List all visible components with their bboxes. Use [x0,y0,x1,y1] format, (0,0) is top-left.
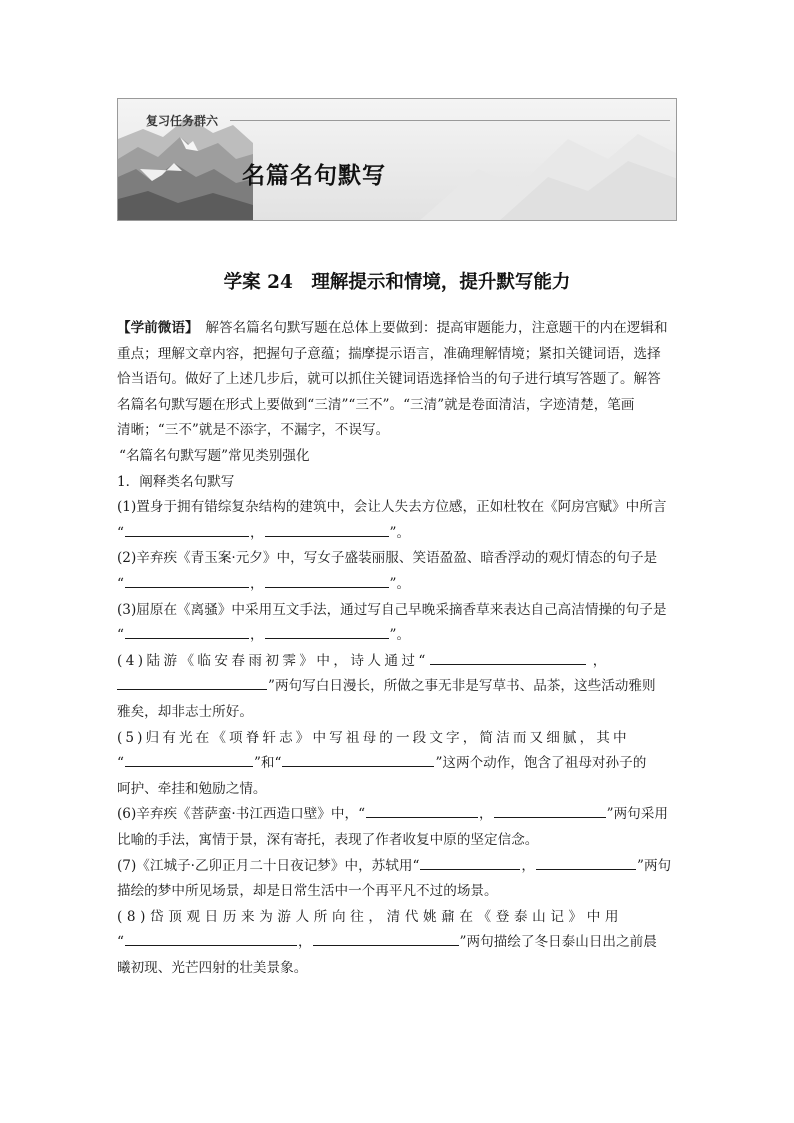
intro-line-2: 重点；理解文章内容，把握句子意蕴；揣摩提示语言，准确理解情境；紧扣关键词语，选择 [117,345,661,362]
answer-blank[interactable] [430,650,586,665]
question-5-line-3: 呵护、牵挂和勉励之情。 [117,780,267,797]
question-4-line-3: 雅矣，却非志士所好。 [117,704,253,720]
question-4-line-2: ”两句写白日漫长，所做之事无非是写草书、品茶，这些活动雅则 [117,674,677,698]
question-5-line-2: “ ”和“ ”这两个动作，饱含了祖母对孙子的 [117,751,677,775]
intro-line-3: 恰当语句。做好了上述几步后，就可以抓住关键词语选择恰当的句子进行填写答题了。解答 [117,371,661,388]
lesson-title: 学案 24 理解提示和情境，提升默写能力 [223,272,571,293]
intro-tag: 【学前微语】 [117,320,192,336]
answer-blank[interactable] [265,624,389,639]
question-1-line-1: (1)置身于拥有错综复杂结构的建筑中，会让人失去方位感，正如杜牧在《阿房宫赋》中所言 [117,499,667,516]
answer-blank[interactable] [265,573,389,588]
answer-blank[interactable] [125,624,249,639]
question-8-line-1: (8)岱顶观日历来为游人所向往，清代姚鼐在《登泰山记》中用 [117,908,624,925]
question-1-line-2: “ ， ”。 [117,521,677,545]
intro-line-1 [117,316,677,340]
question-8-line-3: 曦初现、光芒四射的壮美景象。 [117,960,308,976]
section-heading: 1．阐释类名句默写 [117,473,235,490]
answer-blank[interactable] [125,752,253,767]
subheading [117,444,677,468]
question-3-line-2: “ ， ”。 [117,623,677,647]
intro-line-4: 名篇名句默写题在形式上要做到“三清”“三不”。“三清”就是卷面清洁，字迹清楚，笔画 [117,396,635,413]
intro-line-5: 清晰；“三不”就是不添字，不漏字，不误写。 [117,422,390,439]
intro-text: 解答名篇名句默写题在总体上要做到：提高审题能力，注意题干的内在逻辑和 [191,320,668,336]
answer-blank[interactable] [265,522,389,537]
question-3-line-1: (3)屈原在《离骚》中采用互文手法，通过写自己早晚采摘香草来表达自己高洁情操的句子是 [117,601,667,618]
question-6-line-1: (6)辛弃疾《菩萨蛮·书江西造口壁》中，“ ， ”两句采用 [117,802,677,826]
banner-title: 名篇名句默写 [242,163,386,189]
answer-blank[interactable] [125,931,297,946]
answer-blank[interactable] [117,675,267,690]
question-8-line-2: “ ， ”两句描绘了冬日泰山日出之前晨 [117,930,677,954]
answer-blank[interactable] [536,855,636,870]
question-2-line-2: “ ， ”。 [117,572,677,596]
chapter-banner [117,98,677,221]
answer-blank[interactable] [420,855,520,870]
question-7-line-2: 描绘的梦中所见场景，却是日常生活中一个再平凡不过的场景。 [117,883,498,900]
subheading-text: “名篇名句默写题”常见类别强化 [119,448,310,464]
question-7-line-1: (7)《江城子·乙卯正月二十日夜记梦》中，苏轼用“ ， ”两句 [117,854,677,878]
answer-blank[interactable] [494,803,606,818]
series-label: 复习任务群六 [146,114,219,128]
answer-blank[interactable] [282,752,434,767]
answer-blank[interactable] [313,931,459,946]
question-5-line-1: (5)归有光在《项脊轩志》中写祖母的一段文字，简洁而又细腻，其中 [117,729,630,746]
banner-divider [230,120,670,121]
answer-blank[interactable] [125,573,249,588]
question-4-line-1: (4)陆游《临安春雨初霁》中，诗人通过“ ， [117,649,677,673]
answer-blank[interactable] [366,803,478,818]
question-6-line-2: 比喻的手法，寓情于景，深有寄托，表现了作者收复中原的坚定信念。 [117,832,539,848]
question-2-line-1: (2)辛弃疾《青玉案·元夕》中，写女子盛装丽服、笑语盈盈、暗香浮动的观灯情态的句子是 [117,550,658,567]
answer-blank[interactable] [125,522,249,537]
